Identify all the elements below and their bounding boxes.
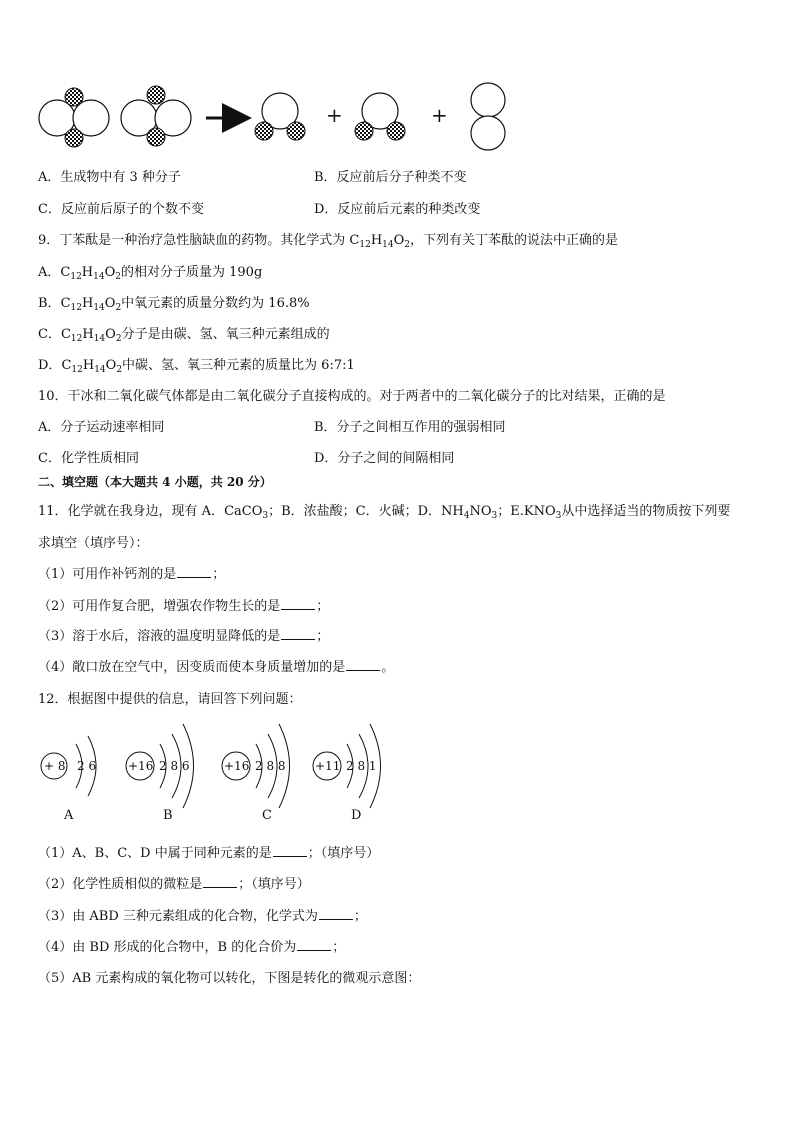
q11-stem-continued: 求填空（填序号）： [38,536,149,551]
atom-label-a: A [64,808,74,823]
electron-config: 2 6 [77,759,97,773]
nucleus-label: +16 [224,759,250,773]
atom-label-b: B [163,808,173,823]
reaction-diagram [0,0,794,160]
q11-part-1: （1）可用作补钙剂的是 ； [38,567,226,582]
q10-stem: 10．干冰和二氧化碳气体都是由二氧化碳分子直接构成的。对于两者中的二氧化碳分子的比对结果，正确的是 [38,389,666,404]
q8-option-c: C．反应前后原子的个数不变 [38,202,204,217]
electron-config: 2 8 8 [255,759,286,773]
reactant-molecule-1 [39,88,109,147]
q9-stem: 9．丁苯酞是一种治疗急性脑缺血的药物。其化学式为 $C_{12}H_{14}O_2$，下列有关丁苯酞的说法中正确的是 [38,233,619,250]
atom-diagram-a [41,736,96,796]
q11-part-3: （3）溶于水后，溶液的温度明显降低的是 ； [38,629,330,644]
q8-option-d: D．反应前后元素的种类改变 [314,202,481,217]
reactant-molecule-2 [121,86,191,146]
atom-diagram-b [126,724,194,808]
answer-blank [297,939,331,951]
atom-diagram-c [222,724,290,808]
atom-diagram-d [313,724,381,808]
atomic-structure-diagrams [0,700,794,840]
q9-option-d: D．$C_{12}H_{14}O_2$中碳、氢、氧三种元素的质量比为 6:7:1 [38,358,355,375]
nucleus-label: +16 [128,759,154,773]
product-molecule-3 [471,83,505,150]
q9-option-b: B．$C_{12}H_{14}O_2$中氧元素的质量分数约为 16.8% [38,296,310,313]
product-molecule-1 [255,93,305,140]
atom-label-d: D [351,808,362,823]
plus-sign-1: + [326,103,343,127]
answer-blank [281,598,315,610]
plus-sign-2: + [431,103,448,127]
atom-label-c: C [262,808,272,823]
electron-config: 2 8 1 [346,759,377,773]
q8-option-a: A．生成物中有 3 种分子 [38,170,181,185]
nucleus-label: + 8 [44,759,66,773]
answer-blank [319,908,353,920]
q10-option-a: A．分子运动速率相同 [38,420,165,435]
q12-stem: 12．根据图中提供的信息，请回答下列问题： [38,692,302,707]
q12-part-3: （3）由 ABD 三种元素组成的化合物，化学式为 ； [38,909,367,924]
answer-blank [273,845,307,857]
q10-option-c: C．化学性质相同 [38,451,139,466]
q8-option-b: B．反应前后分子种类不变 [314,170,467,185]
q12-part-5: （5）AB 元素构成的氧化物可以转化，下图是转化的微观示意图： [38,971,421,986]
electron-config: 2 8 6 [159,759,190,773]
q11-part-2: （2）可用作复合肥，增强农作物生长的是 ； [38,599,330,614]
q11-stem: 11．化学就在我身边，现有 A．CaCO$_3$；B．浓盐酸；C．火碱；D．$NH_4NO_3$；$E.KNO_3$从中选择适当的物质按下列要 [38,504,731,521]
nucleus-label: +11 [315,759,341,773]
q11-part-4: （4）敞口放在空气中，因变质而使本身质量增加的是 。 [38,660,395,675]
answer-blank [346,659,380,671]
q12-part-4: （4）由 BD 形成的化合物中，B 的化合价为 ； [38,940,346,955]
q12-part-2: （2）化学性质相似的微粒是 ；（填序号） [38,877,310,892]
q10-option-b: B．分子之间相互作用的强弱相同 [314,420,506,435]
answer-blank [177,566,211,578]
q10-option-d: D．分子之间的间隔相同 [314,451,455,466]
q9-option-c: C．$C_{12}H_{14}O_2$分子是由碳、氢、氧三种元素组成的 [38,327,330,344]
q9-option-a: A．$C_{12}H_{14}O_2$的相对分子质量为 190g [38,265,263,282]
answer-blank [281,628,315,640]
product-molecule-2 [355,93,405,140]
section-heading-fill-in: 二、填空题（本大题共 4 小题，共 20 分） [38,475,272,489]
answer-blank [203,876,237,888]
q12-part-1: （1）A、B、C、D 中属于同种元素的是 ；（填序号） [38,846,380,861]
